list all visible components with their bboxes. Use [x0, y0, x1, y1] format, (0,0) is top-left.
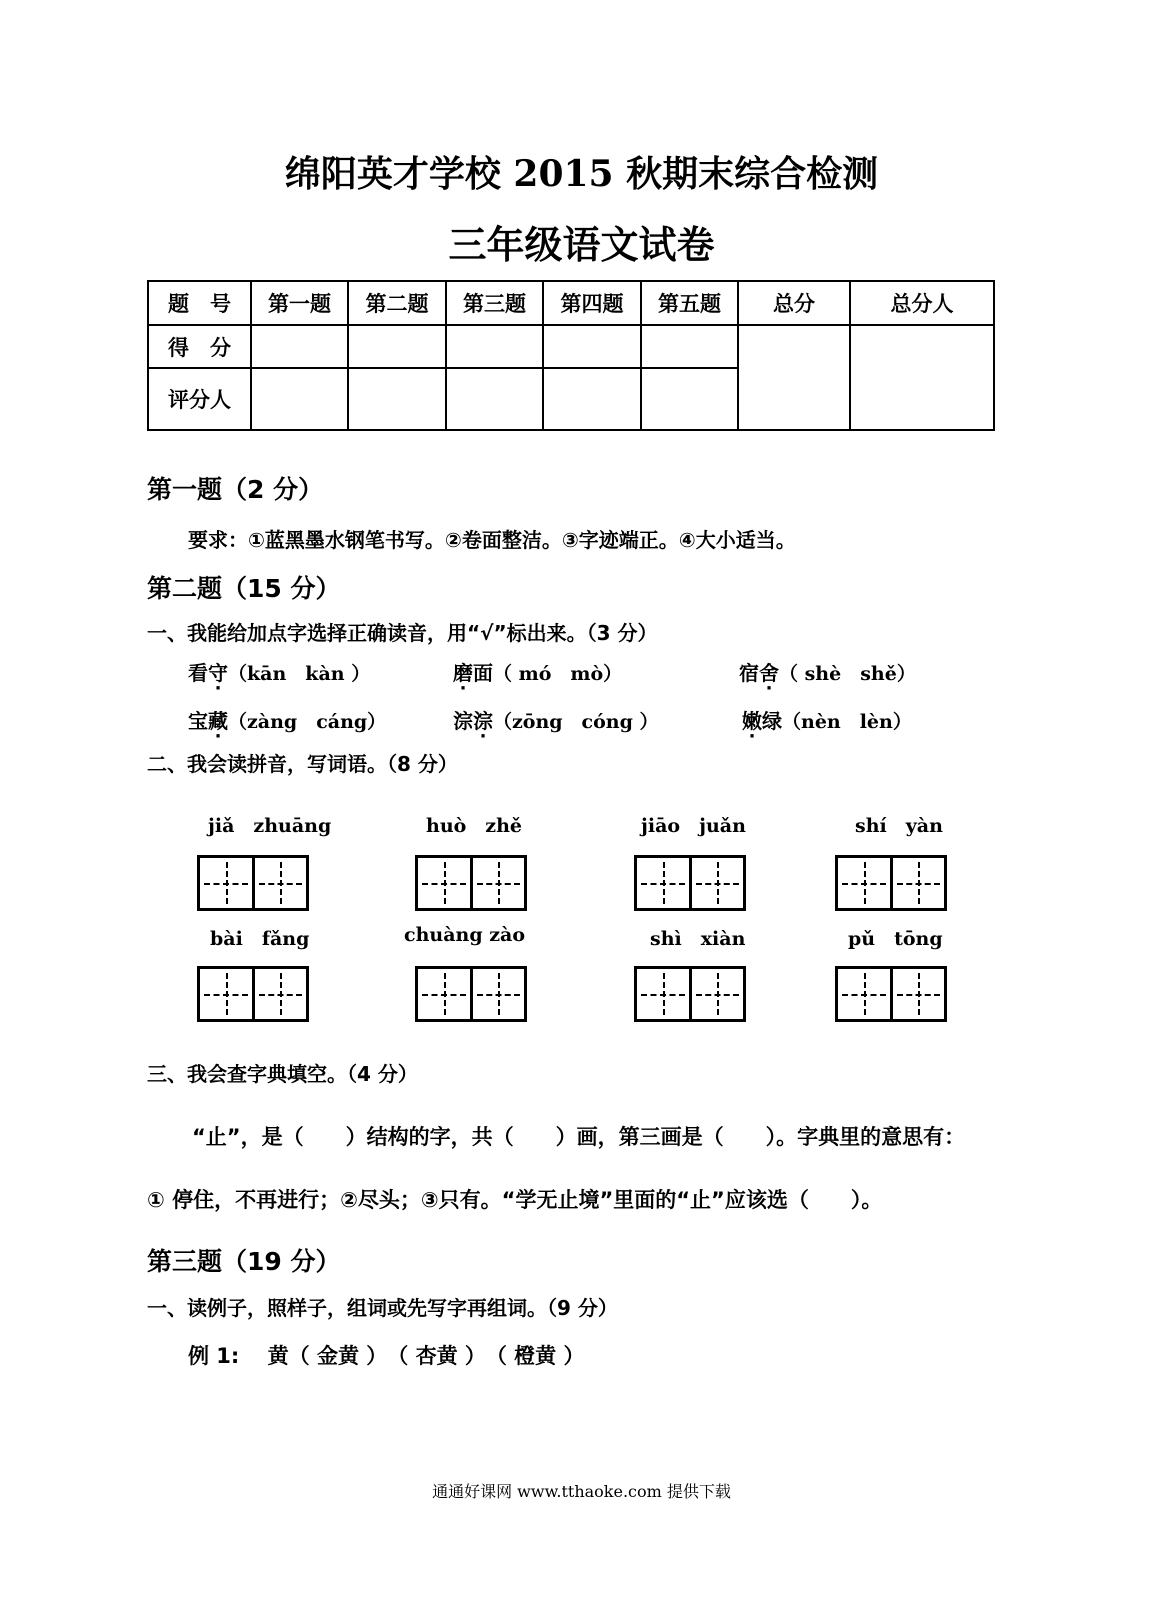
- grader-cell: [543, 368, 641, 430]
- pinyin-label: bài fǎng: [210, 928, 310, 950]
- pinyin-label: huò zhě: [426, 815, 522, 837]
- writing-grid[interactable]: [197, 855, 309, 911]
- writing-grid[interactable]: [634, 855, 746, 911]
- pinyin-label: shí yàn: [855, 815, 943, 837]
- score-table: [147, 280, 995, 431]
- q3-part1-title: 一、读例子，照样子，组词或先写字再组词。（9 分）: [147, 1296, 618, 1320]
- pinyin-label: pǔ tōng: [848, 928, 943, 950]
- exam-title: 绵阳英才学校 2015 秋期末综合检测: [284, 153, 879, 195]
- total-score-cell: [738, 325, 850, 430]
- col-header: 总分人: [850, 281, 994, 325]
- col-header: 第四题: [543, 281, 641, 325]
- row-label: 评分人: [148, 368, 251, 430]
- q1-requirement: 要求：①蓝黑墨水钢笔书写。②卷面整洁。③字迹端正。④大小适当。: [188, 528, 796, 552]
- row-label: 得 分: [148, 325, 251, 368]
- exam-subtitle: 三年级语文试卷: [448, 222, 715, 267]
- writing-grid[interactable]: [415, 855, 527, 911]
- grader-cell: [641, 368, 738, 430]
- total-scorer-cell: [850, 325, 994, 430]
- grader-cell: [251, 368, 348, 430]
- col-header: 第三题: [446, 281, 543, 325]
- pronunciation-item: 磨面（ mó mò）: [453, 661, 623, 685]
- col-header: 第二题: [348, 281, 446, 325]
- section-heading-q2: 第二题（15 分）: [147, 574, 341, 603]
- section-heading-q3: 第三题（19 分）: [147, 1247, 341, 1276]
- footer-source: 通通好课网 www.tthaoke.com 提供下载: [432, 1482, 731, 1501]
- score-cell: [251, 325, 348, 368]
- dictionary-question-line2: ① 停住，不再进行；②尽头；③只有。“学无止境”里面的“止”应该选（ ）。: [147, 1188, 883, 1212]
- dictionary-question-line1: “止”，是（ ）结构的字，共（ ）画，第三画是（ ）。字典里的意思有：: [192, 1125, 966, 1149]
- pronunciation-item: 宿舍（ shè shě）: [739, 661, 916, 685]
- pronunciation-item: 宝藏（zàng cáng）: [188, 709, 387, 733]
- score-cell: [348, 325, 446, 368]
- q2-part1-title: 一、我能给加点字选择正确读音，用“√”标出来。（3 分）: [147, 621, 658, 645]
- writing-grid[interactable]: [835, 855, 947, 911]
- q2-part3-title: 三、我会查字典填空。（4 分）: [147, 1062, 418, 1086]
- writing-grid[interactable]: [835, 966, 947, 1022]
- pinyin-label: chuàng zào: [404, 924, 525, 946]
- q2-part2-title: 二、我会读拼音，写词语。（8 分）: [147, 752, 458, 776]
- pronunciation-item: 嫩绿（nèn lèn）: [742, 709, 912, 733]
- section-heading-q1: 第一题（2 分）: [147, 475, 324, 504]
- writing-grid[interactable]: [415, 966, 527, 1022]
- score-cell: [543, 325, 641, 368]
- writing-grid[interactable]: [197, 966, 309, 1022]
- grader-cell: [446, 368, 543, 430]
- writing-grid[interactable]: [634, 966, 746, 1022]
- grader-cell: [348, 368, 446, 430]
- pinyin-label: jiǎ zhuāng: [208, 815, 332, 837]
- pinyin-label: shì xiàn: [650, 928, 746, 950]
- pronunciation-item: 淙淙（zōng cóng ）: [453, 709, 659, 733]
- q3-example: 例 1: 黄（ 金黄 ） （ 杏黄 ） （ 橙黄 ）: [188, 1344, 585, 1368]
- col-header: 第一题: [251, 281, 348, 325]
- score-cell: [641, 325, 738, 368]
- col-header: 第五题: [641, 281, 738, 325]
- col-header: 总分: [738, 281, 850, 325]
- col-header: 题 号: [148, 281, 251, 325]
- score-cell: [446, 325, 543, 368]
- pronunciation-item: 看守（kān kàn ）: [188, 661, 371, 685]
- pinyin-label: jiāo juǎn: [641, 815, 746, 837]
